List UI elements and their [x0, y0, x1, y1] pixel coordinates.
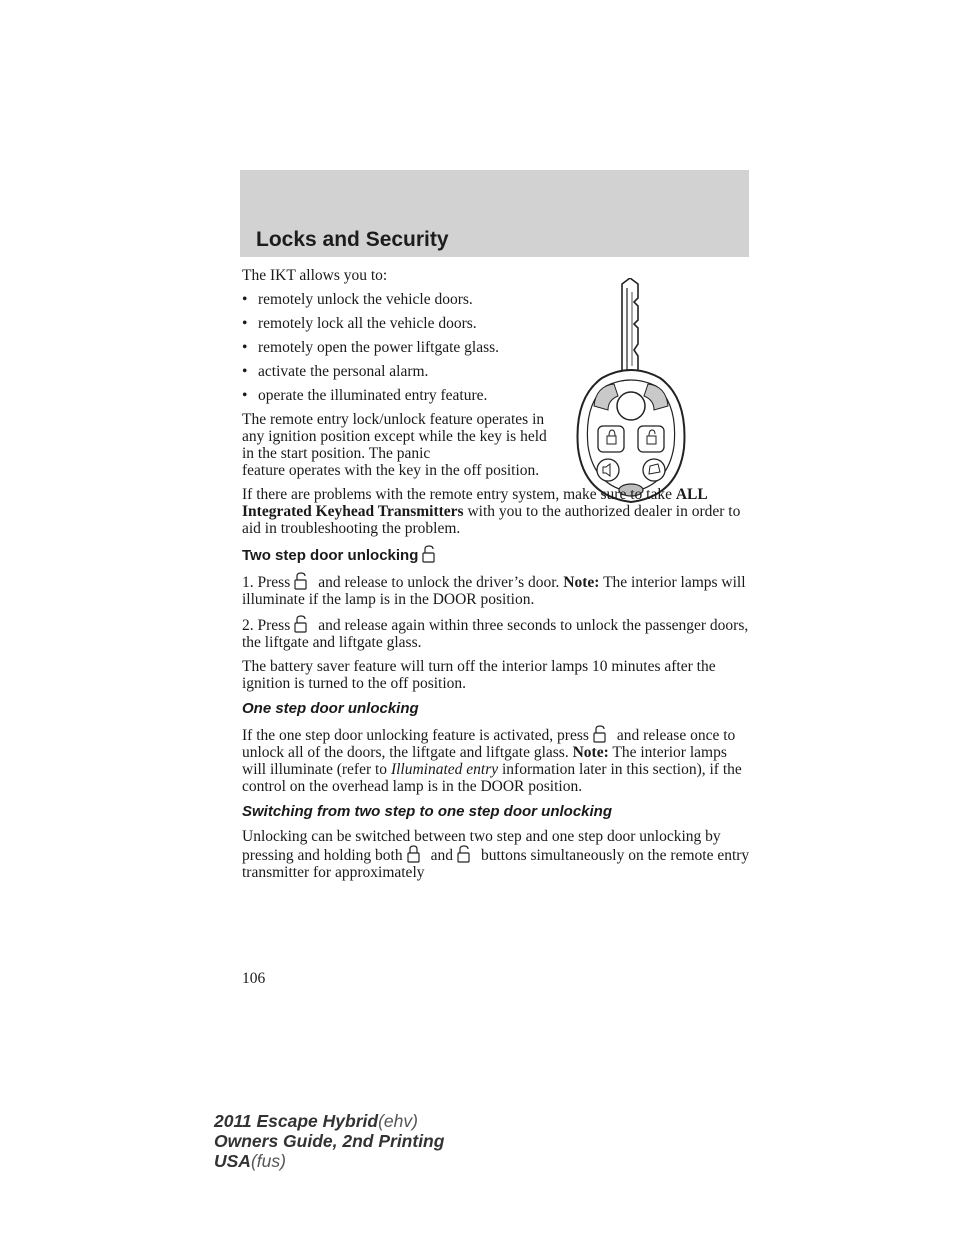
switching-paragraph: Unlocking can be switched between two step and one step door unlocking by pressing and holding both and buttons simultaneously on the remote entry transmitter for approximately	[242, 828, 750, 881]
page-number: 106	[242, 970, 266, 987]
battery-saver-paragraph: The battery saver feature will turn off the interior lamps 10 minutes after the ignition is turned to the off position.	[242, 658, 716, 692]
one-step-heading: One step door unlocking	[242, 700, 419, 717]
section-header	[240, 170, 749, 257]
unlock-icon	[292, 615, 312, 633]
list-item: • activate the personal alarm.	[242, 363, 429, 380]
two-step-step1: 1. Press and release to unlock the driver’s door. Note: The interior lamps will illuminate if the lamp is in the DOOR position.	[242, 574, 746, 608]
unlock-icon	[591, 725, 611, 743]
ikt-feature-list	[242, 291, 562, 404]
list-item: • remotely open the power liftgate glass.	[242, 339, 500, 356]
two-step-heading: Two step door unlocking	[242, 545, 750, 565]
list-item: • operate the illuminated entry feature.	[242, 387, 488, 404]
list-item: • remotely unlock the vehicle doors.	[242, 291, 473, 308]
list-item: • remotely lock all the vehicle doors.	[242, 315, 477, 332]
page-content	[242, 267, 750, 881]
unlock-icon	[420, 545, 440, 563]
two-step-step2: 2. Press and release again within three seconds to unlock the passenger doors, the liftgate and liftgate glass.	[242, 617, 749, 651]
remote-entry-paragraph-end: feature operates with the key in the off position.	[242, 462, 540, 479]
lock-icon	[405, 845, 425, 863]
document-footer: 2011 Escape Hybrid(ehv) Owners Guide, 2nd Printing USA(fus)	[214, 1111, 445, 1171]
switching-heading: Switching from two step to one step door unlocking	[242, 803, 612, 820]
illuminated-entry-reference: Illuminated entry	[390, 761, 499, 778]
unlock-icon	[455, 845, 475, 863]
problems-paragraph: If there are problems with the remote entry system, make sure to take ALL Integrated Keyhead Transmitters with you to the authorized dealer in order to aid in troubleshooting the problem.	[242, 486, 741, 537]
one-step-paragraph: If the one step door unlocking feature is activated, press and release once to unlock all of the doors, the liftgate and liftgate glass. Note: The interior lamps will illuminate (refer to Illuminated entry information later in this section), if the control on the overhead lamp is in the DOOR position.	[242, 727, 742, 795]
section-title: Locks and Security	[256, 228, 449, 251]
remote-entry-paragraph: The remote entry lock/unlock feature operates in any ignition position except while the key is held in the start position. The panic	[242, 411, 547, 462]
intro-text: The IKT allows you to:	[242, 267, 388, 284]
unlock-icon	[292, 572, 312, 590]
ikt-emphasis: ALL Integrated Keyhead Transmitters	[242, 486, 707, 520]
